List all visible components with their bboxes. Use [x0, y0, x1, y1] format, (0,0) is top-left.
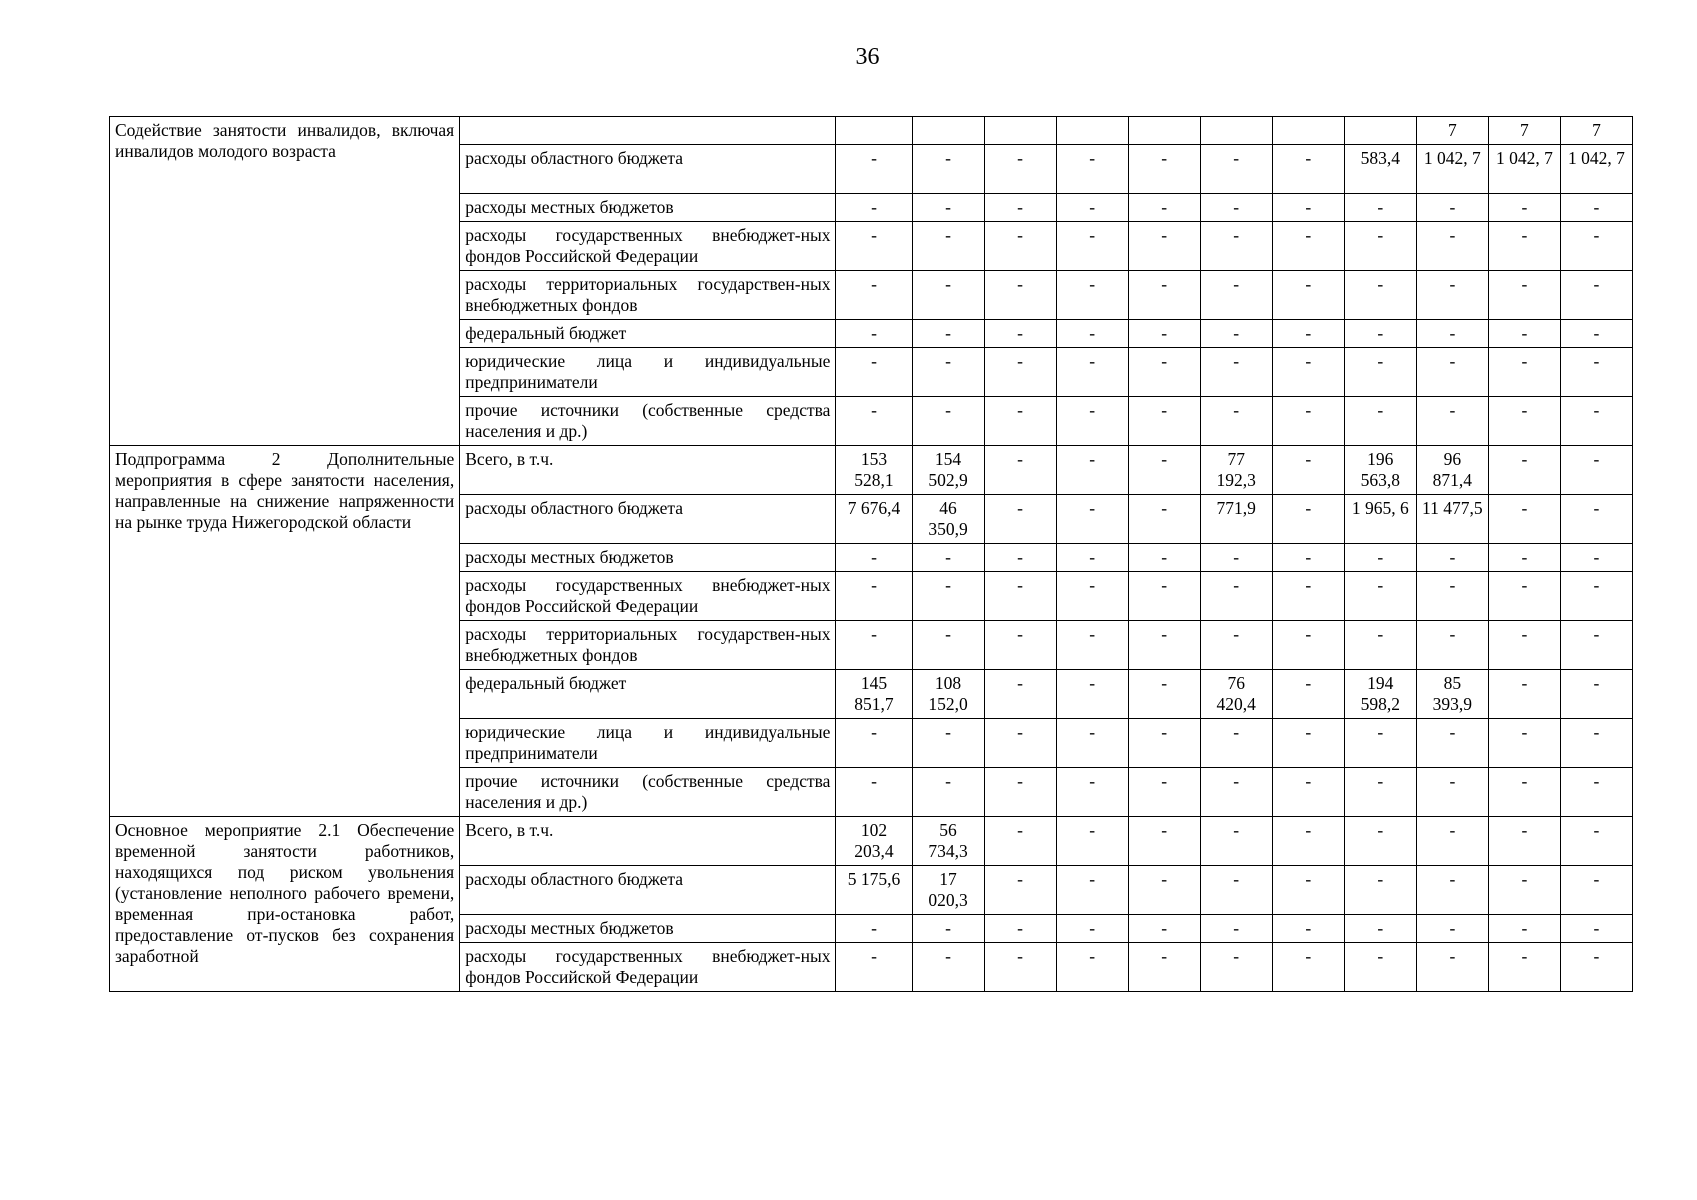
value-cell: - [1056, 866, 1128, 915]
value-cell: - [1272, 943, 1344, 992]
value-cell: - [1128, 943, 1200, 992]
value-cell: - [1056, 621, 1128, 670]
value-cell: - [1200, 621, 1272, 670]
value-cell: 196 563,8 [1344, 446, 1416, 495]
value-cell: 583,4 [1344, 145, 1416, 194]
value-cell: - [984, 719, 1056, 768]
value-cell: - [1056, 943, 1128, 992]
value-cell: - [1128, 817, 1200, 866]
value-cell: - [1128, 866, 1200, 915]
funding-source: расходы местных бюджетов [460, 194, 836, 222]
value-cell: - [1272, 670, 1344, 719]
value-cell: - [1488, 194, 1560, 222]
value-cell: - [1272, 719, 1344, 768]
table-row [110, 817, 1633, 866]
value-cell: - [984, 495, 1056, 544]
value-cell: - [1128, 320, 1200, 348]
value-cell: - [1560, 397, 1632, 446]
value-cell: 108 152,0 [912, 670, 984, 719]
value-cell: - [984, 222, 1056, 271]
value-cell: - [1344, 397, 1416, 446]
value-cell [1344, 117, 1416, 145]
value-cell: - [1128, 495, 1200, 544]
value-cell: - [1416, 348, 1488, 397]
value-cell: - [1200, 866, 1272, 915]
value-cell: 7 [1560, 117, 1632, 145]
value-cell: - [1344, 915, 1416, 943]
value-cell: - [912, 719, 984, 768]
value-cell: - [1200, 719, 1272, 768]
funding-source: федеральный бюджет [460, 320, 836, 348]
value-cell: - [912, 621, 984, 670]
value-cell: - [1128, 222, 1200, 271]
value-cell: - [1344, 572, 1416, 621]
value-cell: - [1272, 866, 1344, 915]
value-cell: - [836, 222, 912, 271]
value-cell: - [836, 768, 912, 817]
value-cell: - [836, 348, 912, 397]
value-cell: - [1344, 544, 1416, 572]
value-cell: - [912, 222, 984, 271]
value-cell: - [912, 572, 984, 621]
value-cell: - [1416, 320, 1488, 348]
value-cell: - [1560, 222, 1632, 271]
value-cell: - [836, 943, 912, 992]
value-cell: - [1128, 397, 1200, 446]
funding-source: расходы местных бюджетов [460, 915, 836, 943]
value-cell: - [1200, 768, 1272, 817]
value-cell: - [1344, 943, 1416, 992]
funding-source: расходы территориальных государствен-ных внебюджетных фондов [460, 621, 836, 670]
value-cell: 7 [1416, 117, 1488, 145]
value-cell: - [1272, 194, 1344, 222]
value-cell: 96 871,4 [1416, 446, 1488, 495]
value-cell [1056, 117, 1128, 145]
funding-source: расходы областного бюджета [460, 866, 836, 915]
value-cell: - [1416, 866, 1488, 915]
value-cell: - [1344, 719, 1416, 768]
value-cell: - [1560, 621, 1632, 670]
value-cell: - [1344, 768, 1416, 817]
value-cell: 77 192,3 [1200, 446, 1272, 495]
page-number: 36 [855, 44, 880, 70]
value-cell: - [1416, 719, 1488, 768]
value-cell: - [1128, 145, 1200, 194]
value-cell: - [1056, 817, 1128, 866]
value-cell [1272, 117, 1344, 145]
value-cell: - [984, 866, 1056, 915]
value-cell: - [1416, 397, 1488, 446]
funding-source: расходы государственных внебюджет-ных фондов Российской Федерации [460, 222, 836, 271]
table-row [110, 117, 1633, 145]
value-cell: - [1128, 572, 1200, 621]
value-cell: - [1272, 145, 1344, 194]
value-cell: 194 598,2 [1344, 670, 1416, 719]
value-cell: - [1200, 817, 1272, 866]
value-cell: - [836, 320, 912, 348]
value-cell: - [1272, 572, 1344, 621]
value-cell: - [984, 915, 1056, 943]
value-cell: - [1272, 817, 1344, 866]
value-cell: - [912, 915, 984, 943]
value-cell: - [1272, 271, 1344, 320]
table-row [110, 446, 1633, 495]
value-cell [984, 117, 1056, 145]
value-cell: - [1560, 866, 1632, 915]
value-cell [836, 117, 912, 145]
value-cell: - [1056, 320, 1128, 348]
value-cell: - [1344, 621, 1416, 670]
funding-source [460, 117, 836, 145]
value-cell: - [1056, 768, 1128, 817]
value-cell: 11 477,5 [1416, 495, 1488, 544]
value-cell: - [1488, 222, 1560, 271]
value-cell: - [836, 572, 912, 621]
value-cell: - [836, 271, 912, 320]
funding-source: расходы областного бюджета [460, 495, 836, 544]
value-cell: - [1128, 621, 1200, 670]
program-label: Содействие занятости инвалидов, включая инвалидов молодого возраста [110, 117, 460, 446]
value-cell: - [1560, 768, 1632, 817]
value-cell: - [1272, 621, 1344, 670]
value-cell: - [1128, 446, 1200, 495]
value-cell: 85 393,9 [1416, 670, 1488, 719]
value-cell: - [1056, 446, 1128, 495]
value-cell: 1 042, 7 [1416, 145, 1488, 194]
funding-source: прочие источники (собственные средства населения и др.) [460, 397, 836, 446]
value-cell: - [1488, 572, 1560, 621]
value-cell: - [1056, 495, 1128, 544]
value-cell: - [1488, 348, 1560, 397]
value-cell: - [1200, 544, 1272, 572]
value-cell: - [1200, 271, 1272, 320]
value-cell: - [1344, 194, 1416, 222]
value-cell: - [836, 194, 912, 222]
value-cell: - [1128, 544, 1200, 572]
value-cell: - [1560, 348, 1632, 397]
value-cell: - [1056, 670, 1128, 719]
funding-source: юридические лица и индивидуальные предприниматели [460, 348, 836, 397]
value-cell: - [1488, 495, 1560, 544]
value-cell: - [1416, 222, 1488, 271]
value-cell: - [1416, 621, 1488, 670]
value-cell: - [1488, 446, 1560, 495]
value-cell: - [836, 145, 912, 194]
value-cell: - [1272, 768, 1344, 817]
value-cell: 7 [1488, 117, 1560, 145]
value-cell: - [1056, 397, 1128, 446]
value-cell: - [836, 719, 912, 768]
value-cell: - [984, 320, 1056, 348]
value-cell: - [1560, 670, 1632, 719]
value-cell: - [1200, 145, 1272, 194]
value-cell: - [1128, 915, 1200, 943]
value-cell: - [1056, 222, 1128, 271]
value-cell: - [1488, 817, 1560, 866]
value-cell: 1 042, 7 [1488, 145, 1560, 194]
value-cell: - [1416, 271, 1488, 320]
value-cell: - [1128, 670, 1200, 719]
value-cell: - [984, 817, 1056, 866]
value-cell: - [1488, 943, 1560, 992]
value-cell: - [1272, 495, 1344, 544]
value-cell: - [1272, 222, 1344, 271]
value-cell: - [1128, 719, 1200, 768]
value-cell: - [1200, 397, 1272, 446]
value-cell: 1 042, 7 [1560, 145, 1632, 194]
value-cell: - [984, 943, 1056, 992]
value-cell: - [1128, 768, 1200, 817]
funding-source: юридические лица и индивидуальные предприниматели [460, 719, 836, 768]
value-cell: - [836, 621, 912, 670]
value-cell: - [1488, 915, 1560, 943]
value-cell: - [1056, 348, 1128, 397]
value-cell: - [1560, 817, 1632, 866]
value-cell: 154 502,9 [912, 446, 984, 495]
value-cell: - [984, 768, 1056, 817]
value-cell: 145 851,7 [836, 670, 912, 719]
value-cell: 56 734,3 [912, 817, 984, 866]
value-cell: - [912, 145, 984, 194]
value-cell: - [1560, 943, 1632, 992]
value-cell: - [984, 670, 1056, 719]
value-cell: - [1128, 194, 1200, 222]
value-cell: - [912, 348, 984, 397]
value-cell: - [1488, 719, 1560, 768]
value-cell: - [1488, 320, 1560, 348]
value-cell: - [1416, 768, 1488, 817]
value-cell: - [984, 194, 1056, 222]
value-cell: - [1056, 145, 1128, 194]
value-cell: - [1560, 320, 1632, 348]
value-cell: - [1344, 271, 1416, 320]
value-cell: - [1488, 397, 1560, 446]
value-cell: - [912, 943, 984, 992]
value-cell: - [912, 768, 984, 817]
value-cell: - [984, 271, 1056, 320]
value-cell: - [1056, 572, 1128, 621]
funding-source: расходы государственных внебюджет-ных фондов Российской Федерации [460, 572, 836, 621]
value-cell: 102 203,4 [836, 817, 912, 866]
value-cell: - [1560, 495, 1632, 544]
value-cell: - [1416, 943, 1488, 992]
value-cell: - [1128, 271, 1200, 320]
value-cell: - [1416, 915, 1488, 943]
value-cell: - [984, 348, 1056, 397]
value-cell: 7 676,4 [836, 495, 912, 544]
funding-source: расходы государственных внебюджет-ных фондов Российской Федерации [460, 943, 836, 992]
value-cell: - [1488, 271, 1560, 320]
value-cell: - [1560, 719, 1632, 768]
value-cell: - [1488, 866, 1560, 915]
funding-source: расходы территориальных государствен-ных внебюджетных фондов [460, 271, 836, 320]
value-cell: - [1344, 222, 1416, 271]
value-cell: - [1416, 817, 1488, 866]
value-cell: 1 965, 6 [1344, 495, 1416, 544]
value-cell: - [1560, 544, 1632, 572]
value-cell: - [1272, 320, 1344, 348]
value-cell: - [1200, 348, 1272, 397]
value-cell: - [1488, 670, 1560, 719]
value-cell: - [1488, 768, 1560, 817]
value-cell: - [1200, 222, 1272, 271]
value-cell: - [912, 194, 984, 222]
value-cell: - [836, 397, 912, 446]
value-cell: 771,9 [1200, 495, 1272, 544]
funding-source: федеральный бюджет [460, 670, 836, 719]
value-cell: - [1272, 915, 1344, 943]
value-cell: - [1488, 621, 1560, 670]
value-cell: - [1200, 572, 1272, 621]
value-cell: - [1056, 915, 1128, 943]
value-cell: 76 420,4 [1200, 670, 1272, 719]
value-cell: - [912, 271, 984, 320]
value-cell: - [984, 572, 1056, 621]
value-cell: - [912, 320, 984, 348]
value-cell: - [1056, 719, 1128, 768]
value-cell: - [984, 446, 1056, 495]
value-cell: - [1560, 194, 1632, 222]
value-cell: - [1344, 320, 1416, 348]
value-cell: - [1272, 544, 1344, 572]
value-cell: - [1056, 194, 1128, 222]
value-cell [1128, 117, 1200, 145]
program-label: Основное мероприятие 2.1 Обеспечение временной занятости работников, находящихся под риском увольнения (установление неполного рабочего времени, временная при-остановка работ, предоставление от-пусков без сохранения заработной [110, 817, 460, 992]
funding-source: расходы местных бюджетов [460, 544, 836, 572]
value-cell: - [1560, 572, 1632, 621]
value-cell: - [1056, 544, 1128, 572]
value-cell: 17 020,3 [912, 866, 984, 915]
value-cell: - [1200, 943, 1272, 992]
funding-source: Всего, в т.ч. [460, 817, 836, 866]
funding-source: расходы областного бюджета [460, 145, 836, 194]
value-cell: 46 350,9 [912, 495, 984, 544]
value-cell: 5 175,6 [836, 866, 912, 915]
value-cell: - [912, 544, 984, 572]
value-cell: - [1416, 544, 1488, 572]
value-cell: - [1200, 915, 1272, 943]
value-cell: - [836, 544, 912, 572]
value-cell: - [1344, 866, 1416, 915]
value-cell: 153 528,1 [836, 446, 912, 495]
funding-source: прочие источники (собственные средства населения и др.) [460, 768, 836, 817]
value-cell: - [1272, 397, 1344, 446]
value-cell: - [1200, 320, 1272, 348]
value-cell: - [1344, 817, 1416, 866]
value-cell: - [1560, 915, 1632, 943]
value-cell [1200, 117, 1272, 145]
value-cell: - [1056, 271, 1128, 320]
value-cell: - [1128, 348, 1200, 397]
value-cell: - [1200, 194, 1272, 222]
value-cell: - [912, 397, 984, 446]
value-cell: - [1560, 271, 1632, 320]
program-label: Подпрограмма 2 Дополнительные мероприятия в сфере занятости населения, направленные на снижение напряженности на рынке труда Нижегородской области [110, 446, 460, 817]
value-cell: - [984, 621, 1056, 670]
value-cell: - [984, 397, 1056, 446]
value-cell: - [1344, 348, 1416, 397]
value-cell: - [1272, 348, 1344, 397]
funding-source: Всего, в т.ч. [460, 446, 836, 495]
value-cell: - [1416, 572, 1488, 621]
value-cell: - [1488, 544, 1560, 572]
value-cell: - [1272, 446, 1344, 495]
value-cell: - [1416, 194, 1488, 222]
value-cell [912, 117, 984, 145]
value-cell: - [984, 145, 1056, 194]
value-cell: - [1560, 446, 1632, 495]
budget-table [109, 116, 1633, 992]
value-cell: - [984, 544, 1056, 572]
value-cell: - [836, 915, 912, 943]
